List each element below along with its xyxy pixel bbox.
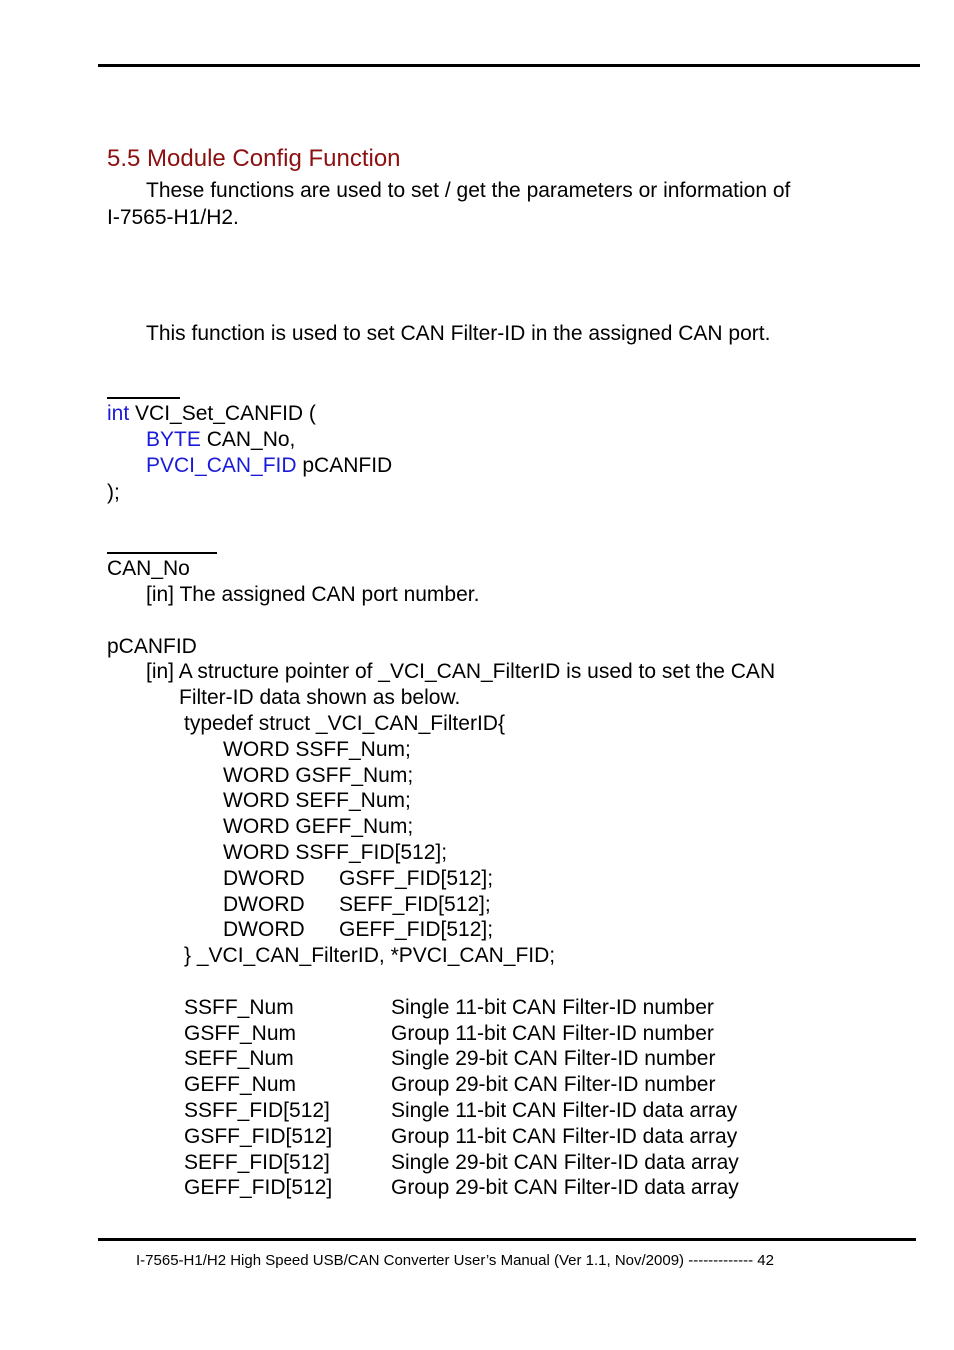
param-1-description: [in] The assigned CAN port number. (146, 583, 480, 606)
param-2-label: pCANFID (107, 635, 197, 658)
function-name: VCI_Set_CANFID ( (129, 402, 316, 425)
param-1-name: CAN_No, (200, 428, 296, 451)
footer-text: I-7565-H1/H2 High Speed USB/CAN Converter User’s Manual (Ver 1.1, Nov/2009) ------------- 42 (136, 1252, 774, 1269)
section-title: 5.5 Module Config Function (107, 145, 401, 172)
syntax-underline (107, 397, 180, 399)
struct-field: WORD GEFF_Num; (223, 815, 414, 838)
field-name: SEFF_FID[512] (184, 1151, 330, 1174)
header-rule (98, 64, 920, 67)
param-1-label: CAN_No (107, 557, 190, 580)
footer-rule (98, 1238, 916, 1241)
function-signature (107, 403, 316, 424)
param-line-2 (146, 455, 392, 476)
struct-field-type: DWORD (223, 867, 305, 890)
field-desc: Group 11-bit CAN Filter-ID data array (391, 1125, 738, 1148)
field-desc: Group 11-bit CAN Filter-ID number (391, 1022, 714, 1045)
struct-field: WORD GSFF_Num; (223, 764, 414, 787)
field-desc: Single 11-bit CAN Filter-ID number (391, 996, 714, 1019)
param-2-description-2: Filter-ID data shown as below. (179, 686, 461, 709)
struct-field-name: SEFF_FID[512]; (339, 893, 491, 916)
param-2-name: pCANFID (296, 454, 393, 477)
field-desc: Single 29-bit CAN Filter-ID data array (391, 1151, 739, 1174)
field-desc: Group 29-bit CAN Filter-ID data array (391, 1176, 739, 1199)
field-name: GEFF_FID[512] (184, 1176, 333, 1199)
intro-line-1: These functions are used to set / get the parameters or information of (146, 179, 791, 202)
field-name: SSFF_FID[512] (184, 1099, 330, 1122)
struct-field: WORD SEFF_Num; (223, 789, 411, 812)
struct-open: typedef struct _VCI_CAN_FilterID{ (184, 712, 505, 735)
struct-close: } _VCI_CAN_FilterID, *PVCI_CAN_FID; (184, 944, 556, 967)
struct-field-name: GEFF_FID[512]; (339, 918, 494, 941)
parameters-underline (107, 552, 217, 554)
param-line-1 (146, 429, 295, 450)
struct-field-type: DWORD (223, 918, 305, 941)
param-2-type: PVCI_CAN_FID (146, 454, 297, 477)
field-desc: Single 29-bit CAN Filter-ID number (391, 1047, 716, 1070)
intro-line-2: I-7565-H1/H2. (107, 206, 239, 229)
struct-field-type: DWORD (223, 893, 305, 916)
struct-field: WORD SSFF_Num; (223, 738, 411, 761)
signature-close: ); (107, 481, 120, 504)
function-description: This function is used to set CAN Filter-ID in the assigned CAN port. (146, 322, 771, 345)
field-name: GSFF_Num (184, 1022, 297, 1045)
field-desc: Single 11-bit CAN Filter-ID data array (391, 1099, 738, 1122)
field-name: GSFF_FID[512] (184, 1125, 333, 1148)
struct-field-name: GSFF_FID[512]; (339, 867, 494, 890)
param-1-type: BYTE (146, 428, 201, 451)
struct-field: WORD SSFF_FID[512]; (223, 841, 448, 864)
return-type: int (107, 402, 130, 425)
field-name: GEFF_Num (184, 1073, 297, 1096)
field-desc: Group 29-bit CAN Filter-ID number (391, 1073, 716, 1096)
field-name: SEFF_Num (184, 1047, 294, 1070)
param-2-description-1: [in] A structure pointer of _VCI_CAN_FilterID is used to set the CAN (146, 660, 776, 683)
field-name: SSFF_Num (184, 996, 294, 1019)
